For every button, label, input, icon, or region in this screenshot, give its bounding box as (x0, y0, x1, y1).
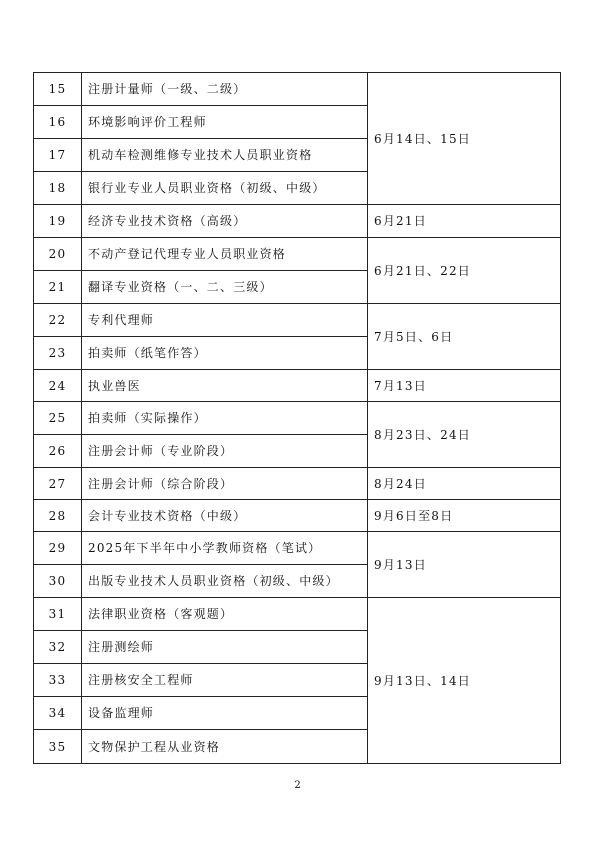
table-row (34, 598, 561, 631)
exam-date: 9月13日、14日 (368, 598, 561, 764)
exam-name: 注册会计师（专业阶段） (82, 435, 368, 468)
exam-date: 6月21日 (368, 205, 561, 238)
row-number: 31 (34, 598, 82, 631)
exam-name: 执业兽医 (82, 370, 368, 402)
exam-name: 注册会计师（综合阶段） (82, 468, 368, 500)
exam-date: 9月6日至8日 (368, 500, 561, 532)
exam-name: 文物保护工程从业资格 (82, 730, 368, 764)
exam-name: 拍卖师（实际操作） (82, 402, 368, 435)
row-number: 30 (34, 565, 82, 598)
exam-date: 7月5日、6日 (368, 304, 561, 370)
table-row (34, 370, 561, 402)
table-row (34, 238, 561, 271)
exam-date: 8月24日 (368, 468, 561, 500)
row-number: 35 (34, 730, 82, 764)
row-number: 18 (34, 172, 82, 205)
exam-name: 银行业专业人员职业资格（初级、中级） (82, 172, 368, 205)
table-row (34, 532, 561, 565)
exam-name: 不动产登记代理专业人员职业资格 (82, 238, 368, 271)
row-number: 20 (34, 238, 82, 271)
exam-name: 出版专业技术人员职业资格（初级、中级） (82, 565, 368, 598)
exam-name: 注册核安全工程师 (82, 664, 368, 697)
row-number: 26 (34, 435, 82, 468)
row-number: 17 (34, 139, 82, 172)
table-row (34, 205, 561, 238)
exam-name: 设备监理师 (82, 697, 368, 730)
table-row (34, 468, 561, 500)
row-number: 15 (34, 73, 82, 106)
row-number: 21 (34, 271, 82, 304)
row-number: 22 (34, 304, 82, 337)
exam-date: 7月13日 (368, 370, 561, 402)
page-number: 2 (294, 780, 301, 791)
exam-name: 专利代理师 (82, 304, 368, 337)
row-number: 33 (34, 664, 82, 697)
row-number: 16 (34, 106, 82, 139)
exam-date: 6月21日、22日 (368, 238, 561, 304)
exam-name: 法律职业资格（客观题） (82, 598, 368, 631)
row-number: 32 (34, 631, 82, 664)
exam-name: 翻译专业资格（一、二、三级） (82, 271, 368, 304)
exam-date: 6月14日、15日 (368, 73, 561, 205)
row-number: 29 (34, 532, 82, 565)
exam-date: 8月23日、24日 (368, 402, 561, 468)
row-number: 27 (34, 468, 82, 500)
exam-name: 注册测绘师 (82, 631, 368, 664)
exam-name: 拍卖师（纸笔作答） (82, 337, 368, 370)
row-number: 34 (34, 697, 82, 730)
exam-schedule-table (33, 72, 561, 764)
table-row (34, 304, 561, 337)
exam-name: 机动车检测维修专业技术人员职业资格 (82, 139, 368, 172)
table-row (34, 402, 561, 435)
table-row (34, 73, 561, 106)
exam-name: 2025年下半年中小学教师资格（笔试） (82, 532, 368, 565)
row-number: 25 (34, 402, 82, 435)
exam-name: 会计专业技术资格（中级） (82, 500, 368, 532)
exam-name: 注册计量师（一级、二级） (82, 73, 368, 106)
exam-name: 环境影响评价工程师 (82, 106, 368, 139)
exam-date: 9月13日 (368, 532, 561, 598)
row-number: 28 (34, 500, 82, 532)
table-row (34, 500, 561, 532)
exam-name: 经济专业技术资格（高级） (82, 205, 368, 238)
row-number: 24 (34, 370, 82, 402)
row-number: 19 (34, 205, 82, 238)
row-number: 23 (34, 337, 82, 370)
